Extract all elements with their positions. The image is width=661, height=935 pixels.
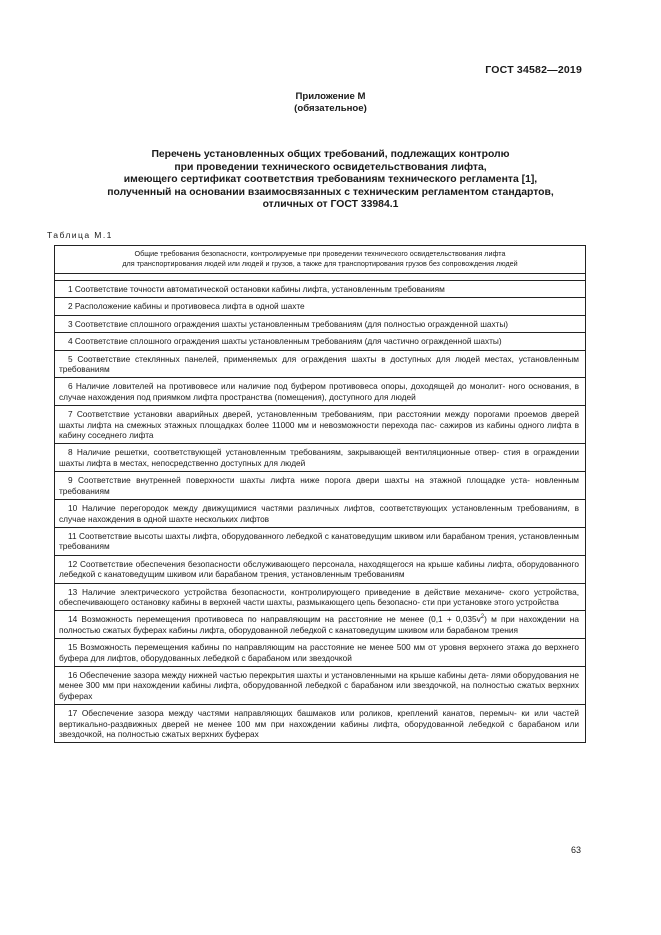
table-row — [55, 315, 586, 332]
requirement-text: 13 Наличие электрического устройства безопасности, контролирующего приведение в действие механиче- — [68, 586, 505, 597]
requirement-cell — [55, 298, 586, 315]
requirement-cell — [55, 500, 586, 528]
annex-title: Приложение М — [295, 91, 366, 102]
table-row — [55, 298, 586, 315]
requirements-table — [54, 245, 586, 743]
requirement-text: трения, установленным требованиям — [59, 530, 579, 552]
requirement-text: 10 Наличие перегородок между движущимися частями различных лифтов, соответствующих установленным — [68, 503, 513, 514]
requirement-text: сти при установке этого устройства — [422, 596, 559, 607]
requirement-cell — [55, 444, 586, 472]
table-row — [55, 406, 586, 444]
requirement-cell — [55, 583, 586, 611]
requirement-text: лифта, оборудованного лебедкой с канатоведущим шкивом или барабаном трения, установленным требованиям — [59, 558, 580, 580]
table-row — [55, 639, 586, 667]
requirement-cell — [55, 705, 586, 743]
requirement-text: звездочкой, на полностью сжатых верхних буферах — [59, 680, 579, 701]
requirement-cell — [55, 472, 586, 500]
table-header-gap — [55, 274, 586, 281]
title-line: отличных от ГОСТ 33984.1 — [262, 199, 399, 211]
table-header-row — [55, 246, 586, 274]
table-row — [55, 281, 586, 298]
table-row — [55, 611, 586, 639]
requirement-cell — [55, 406, 586, 444]
requirement-text: проемов дверей шахты лифта на смежных этажных площадках более 11000 мм и невозможности перехода пас- — [59, 409, 579, 430]
requirement-text: 11 Соответствие высоты шахты лифта, оборудованного лебедкой с канатоведущим шкивом или барабаном — [68, 530, 486, 541]
requirement-text: этажа до верхнего буфера для лифтов, оборудованных лебедкой с барабаном или звездочкой — [59, 642, 579, 663]
requirement-text: 1 Соответствие точности автоматической остановки кабины лифта, установленным требованиям — [68, 284, 445, 294]
table-row — [55, 555, 586, 583]
table-row — [55, 500, 586, 528]
requirement-text: ского устройства, обеспечивающего остановку кабины в верхней части шахты, размыкающего цепь безопасно- — [59, 586, 579, 607]
title-line: полученный на основании взаимосвязанных с техническим регламентом стандартов, — [107, 186, 554, 198]
table-header-cell — [55, 246, 586, 274]
requirement-text: 8 Наличие решетки, соответствующей установленным требованиям, закрывающей вентиляционные отвер- — [68, 447, 500, 458]
document-title — [0, 149, 661, 212]
requirements-table-container — [54, 245, 586, 743]
requirement-text: 7 Соответствие установки аварийных дверей, установленным требованиям, при расстоянии между порогами — [68, 409, 510, 420]
requirement-text: 15 Возможность перемещения кабины по направляющим на расстояние не менее 500 мм от уровня верхнего — [68, 642, 504, 653]
annex-status: (обязательное) — [294, 102, 367, 114]
standard-code: ГОСТ 34582—2019 — [485, 64, 582, 76]
requirement-text: лебедкой с барабаном или звездочкой, на полностью сжатых верхних буферах — [59, 718, 580, 739]
requirement-cell — [55, 666, 586, 704]
requirement-cell — [55, 639, 586, 667]
table-row — [55, 583, 586, 611]
requirement-text: ки или частей вертикально-раздвижных дверей не менее 100 мм при нахождении кабины лифта, оборудованной — [59, 708, 579, 729]
requirement-text: ) м при — [484, 614, 515, 625]
table-row — [55, 333, 586, 350]
requirement-text: 17 Обеспечение зазора между частями направляющих башмаков или роликов, креплений канатов, перемыч- — [68, 708, 517, 719]
annex-heading — [0, 91, 661, 114]
requirement-cell — [55, 333, 586, 350]
requirement-text: 2 Расположение кабины и противовеса лифта в одной шахте — [68, 301, 305, 312]
requirement-cell — [55, 281, 586, 298]
table-row — [55, 378, 586, 406]
title-line: Перечень установленных общих требований, подлежащих контролю — [151, 149, 510, 160]
requirement-text: новленным требованиям — [59, 475, 579, 496]
requirement-text: 12 Соответствие обеспечения безопасности обслуживающего персонала, находящегося на крыше кабины — [68, 558, 485, 569]
table-row — [55, 444, 586, 472]
requirement-text: требованиям, в случае нахождения в одной шахте нескольких лифтов — [59, 503, 579, 524]
requirement-cell — [55, 555, 586, 583]
title-line: при проведении технического освидетельствования лифта, — [174, 161, 487, 173]
requirement-text: 9 Соответствие внутренней поверхности шахты лифта ниже порога двери шахты на этажной площадке уста- — [68, 475, 530, 486]
requirement-text: ного основания, в случае нахождения под приямком лифта пространства (помещения), доступного для людей — [59, 381, 580, 402]
requirement-text: 4 Соответствие сплошного ограждения шахты установленным требованиям (для частично огражденной шахты) — [68, 336, 502, 347]
requirement-cell — [55, 315, 586, 332]
page-number: 63 — [570, 845, 581, 855]
title-line: имеющего сертификат соответствия требованиям технического регламента [1], — [123, 174, 538, 186]
table-row — [55, 666, 586, 704]
requirement-text: стия в ограждении шахты лифта в местах, непосредственно доступных для людей — [59, 447, 579, 468]
requirement-cell — [55, 378, 586, 406]
requirement-text: 16 Обеспечение зазора между нижней частью перекрытия шахты и установленными на крыше кабины дета- — [68, 669, 489, 680]
requirement-text: 14 Возможность перемещения противовеса по направляющим на расстояние не менее (0,1 + 0,035v — [68, 614, 481, 625]
table-label: Таблица М.1 — [47, 230, 113, 240]
requirement-text: 5 Соответствие стеклянных панелей, применяемых для ограждения шахты в доступных для людей местах, — [68, 353, 514, 364]
requirement-text: установленным требованиям — [59, 353, 579, 375]
requirement-text: лями оборудования не менее 300 мм при нахождении кабины лифта, оборудованной лебедкой с барабаном или — [59, 669, 579, 691]
table-row — [55, 527, 586, 555]
requirement-text: нахождении на полностью сжатых буферах кабины лифта, оборудованной лебедкой с канатоведущим шкивом — [59, 614, 579, 635]
table-header-line: для транспортирования людей или людей и грузов, а также для транспортирования грузов без сопровождения людей — [122, 259, 518, 268]
requirement-text: 6 Наличие ловителей на противовесе или наличие под буфером противовеса опоры, доходящей до монолит- — [68, 381, 506, 392]
requirement-text: или барабаном трения — [430, 624, 518, 635]
requirement-cell — [55, 350, 586, 378]
table-header-line: Общие требования безопасности, контролируемые при проведении технического освидетельствования лифта — [134, 249, 506, 258]
requirement-cell — [55, 611, 586, 639]
table-row — [55, 705, 586, 743]
table-row — [55, 350, 586, 378]
requirement-text: 3 Соответствие сплошного ограждения шахты установленным требованиям (для полностью огражденной — [68, 318, 478, 329]
table-row — [55, 472, 586, 500]
formula-exponent: 2 — [480, 614, 485, 621]
requirement-text: шахты) — [480, 318, 509, 329]
requirement-text: сажиров из кабины одного лифта в кабину соседнего лифта — [59, 419, 579, 441]
requirement-cell — [55, 527, 586, 555]
